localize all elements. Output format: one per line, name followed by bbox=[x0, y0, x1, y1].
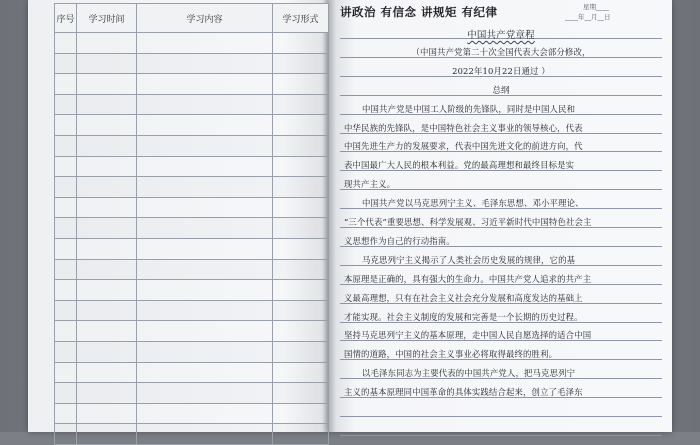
handwritten-line: 现共产主义。 bbox=[344, 179, 396, 190]
table-cell bbox=[137, 300, 273, 321]
document-title: 中国共产党章程 bbox=[467, 30, 535, 41]
table-cell bbox=[137, 341, 273, 362]
table-cell bbox=[137, 321, 273, 342]
table-cell bbox=[273, 177, 329, 198]
handwritten-line: 中国共产党是中国工人阶级的先锋队，同时是中国人民和 bbox=[362, 103, 576, 114]
table-cell bbox=[273, 424, 329, 445]
table-row bbox=[55, 280, 329, 301]
table-cell bbox=[77, 115, 137, 136]
table-cell bbox=[55, 321, 77, 342]
table-cell bbox=[77, 341, 137, 362]
table-cell bbox=[77, 197, 137, 218]
table-cell bbox=[137, 53, 273, 74]
table-cell bbox=[55, 177, 77, 198]
table-cell bbox=[273, 74, 329, 95]
table-cell bbox=[273, 341, 329, 362]
handwritten-line: “三个代表”重要思想、科学发展观、习近平新时代中国特色社会主 bbox=[344, 217, 592, 227]
table-cell bbox=[55, 280, 77, 301]
table-cell bbox=[273, 94, 329, 115]
table-row bbox=[55, 300, 329, 321]
table-cell bbox=[137, 238, 273, 259]
table-cell bbox=[273, 321, 329, 342]
handwritten-line: 中华民族的先锋队，是中国特色社会主义事业的领导核心，代表 bbox=[344, 122, 583, 133]
handwritten-line: 才能实现。社会主义制度的发展和完善是一个长期的历史过程。 bbox=[344, 311, 583, 322]
table-cell bbox=[55, 424, 77, 445]
table-cell bbox=[55, 74, 77, 95]
table-cell bbox=[55, 53, 77, 74]
handwritten-line: 马克思列宁主义揭示了人类社会历史发展的规律，它的基 bbox=[362, 254, 576, 265]
table-row bbox=[55, 115, 329, 136]
table-cell bbox=[137, 115, 273, 136]
table-cell bbox=[55, 156, 77, 177]
table-cell bbox=[273, 53, 329, 74]
table-cell bbox=[273, 135, 329, 156]
centered-line: 总纲 bbox=[492, 84, 510, 95]
column-header-index: 序号 bbox=[55, 4, 77, 33]
table-cell bbox=[137, 424, 273, 445]
study-log-table bbox=[54, 3, 329, 445]
table-row bbox=[55, 238, 329, 259]
table-cell bbox=[77, 403, 137, 424]
table-cell bbox=[137, 280, 273, 301]
table-cell bbox=[273, 156, 329, 177]
table-cell bbox=[137, 156, 273, 177]
table-cell bbox=[273, 300, 329, 321]
handwritten-line: 义思想作为自己的行动指南。 bbox=[344, 235, 455, 246]
table-cell bbox=[55, 341, 77, 362]
table-cell bbox=[77, 321, 137, 342]
handwritten-line: 表中国最广大人民的根本利益。党的最高理想和最终目标是实 bbox=[344, 160, 575, 171]
table-row bbox=[55, 53, 329, 74]
table-cell bbox=[77, 74, 137, 95]
column-header-study-time: 学习时间 bbox=[77, 4, 137, 33]
handwritten-line: 坚持马克思列宁主义的基本原理，走中国人民自愿选择的适合中国 bbox=[344, 330, 592, 341]
handwritten-line: 本原理是正确的，具有强大的生命力。中国共产党人追求的共产主 bbox=[344, 273, 592, 284]
table-row bbox=[55, 197, 329, 218]
table-cell bbox=[77, 135, 137, 156]
table-row bbox=[55, 177, 329, 198]
date-field bbox=[565, 2, 611, 22]
table-row bbox=[55, 259, 329, 280]
table-cell bbox=[137, 362, 273, 383]
table-cell bbox=[273, 115, 329, 136]
table-cell bbox=[55, 135, 77, 156]
column-header-study-form: 学习形式 bbox=[273, 4, 329, 33]
table-cell bbox=[55, 300, 77, 321]
table-cell bbox=[77, 156, 137, 177]
table-cell bbox=[77, 53, 137, 74]
table-cell bbox=[137, 403, 273, 424]
table-cell bbox=[273, 197, 329, 218]
date-label: ____年__月__日 bbox=[565, 13, 611, 21]
table-cell bbox=[273, 280, 329, 301]
table-row bbox=[55, 424, 329, 445]
table-cell bbox=[137, 197, 273, 218]
handwritten-line: 中国共产党以马克思列宁主义、毛泽东思想、邓小平理论、 bbox=[362, 198, 584, 209]
table-row bbox=[55, 94, 329, 115]
ruled-line bbox=[340, 416, 662, 417]
table-cell bbox=[77, 33, 137, 54]
handwritten-line: 国情的道路，中国的社会主义事业必将取得最终的胜利。 bbox=[344, 349, 558, 360]
centered-line: 2022年10月22日通过 ） bbox=[452, 65, 550, 76]
table-cell bbox=[137, 218, 273, 239]
handwritten-line: 主义的基本原理同中国革命的具体实践结合起来，创立了毛泽东 bbox=[344, 387, 583, 398]
table-cell bbox=[137, 94, 273, 115]
table-cell bbox=[137, 383, 273, 404]
table-cell bbox=[55, 362, 77, 383]
table-cell bbox=[273, 383, 329, 404]
table-row bbox=[55, 135, 329, 156]
table-cell bbox=[273, 403, 329, 424]
table-cell bbox=[137, 177, 273, 198]
table-cell bbox=[55, 218, 77, 239]
handwritten-line: 以毛泽东同志为主要代表的中国共产党人，把马克思列宁 bbox=[362, 368, 576, 379]
table-cell bbox=[273, 238, 329, 259]
table-cell bbox=[273, 218, 329, 239]
table-cell bbox=[137, 33, 273, 54]
table-cell bbox=[77, 238, 137, 259]
table-cell bbox=[77, 383, 137, 404]
table-cell bbox=[77, 259, 137, 280]
table-body bbox=[55, 33, 329, 445]
table-cell bbox=[77, 280, 137, 301]
table-cell bbox=[137, 74, 273, 95]
table-cell bbox=[273, 33, 329, 54]
table-cell bbox=[77, 424, 137, 445]
table-cell bbox=[273, 362, 329, 383]
ruled-line bbox=[340, 435, 662, 436]
table-cell bbox=[77, 218, 137, 239]
handwritten-line: 中国先进生产力的发展要求，代表中国先进文化的前进方向，代 bbox=[344, 141, 583, 152]
table-row bbox=[55, 362, 329, 383]
table-cell bbox=[55, 115, 77, 136]
table-cell bbox=[273, 259, 329, 280]
table-cell bbox=[55, 383, 77, 404]
table-header-row bbox=[55, 4, 329, 33]
table-cell bbox=[77, 300, 137, 321]
table-cell bbox=[55, 403, 77, 424]
table-cell bbox=[137, 259, 273, 280]
table-cell bbox=[137, 135, 273, 156]
table-row bbox=[55, 156, 329, 177]
column-header-study-content: 学习内容 bbox=[137, 4, 273, 33]
table-row bbox=[55, 218, 329, 239]
handwritten-line: 义最高理想，只有在社会主义社会充分发展和高度发达的基础上 bbox=[344, 292, 583, 303]
table-row bbox=[55, 74, 329, 95]
table-cell bbox=[77, 362, 137, 383]
table-cell bbox=[55, 238, 77, 259]
table-row bbox=[55, 341, 329, 362]
table-row bbox=[55, 403, 329, 424]
table-row bbox=[55, 383, 329, 404]
table-cell bbox=[55, 259, 77, 280]
table-cell bbox=[55, 33, 77, 54]
table-cell bbox=[77, 94, 137, 115]
weekday-label: 星期____ bbox=[583, 3, 609, 11]
table-cell bbox=[77, 177, 137, 198]
table-cell bbox=[55, 94, 77, 115]
table-row bbox=[55, 321, 329, 342]
notebook-header-slogan: 讲政治 有信念 讲规矩 有纪律 bbox=[340, 5, 498, 19]
table-cell bbox=[55, 197, 77, 218]
table-row bbox=[55, 33, 329, 54]
centered-line: （中国共产党第二十次全国代表大会部分修改， bbox=[411, 46, 591, 57]
